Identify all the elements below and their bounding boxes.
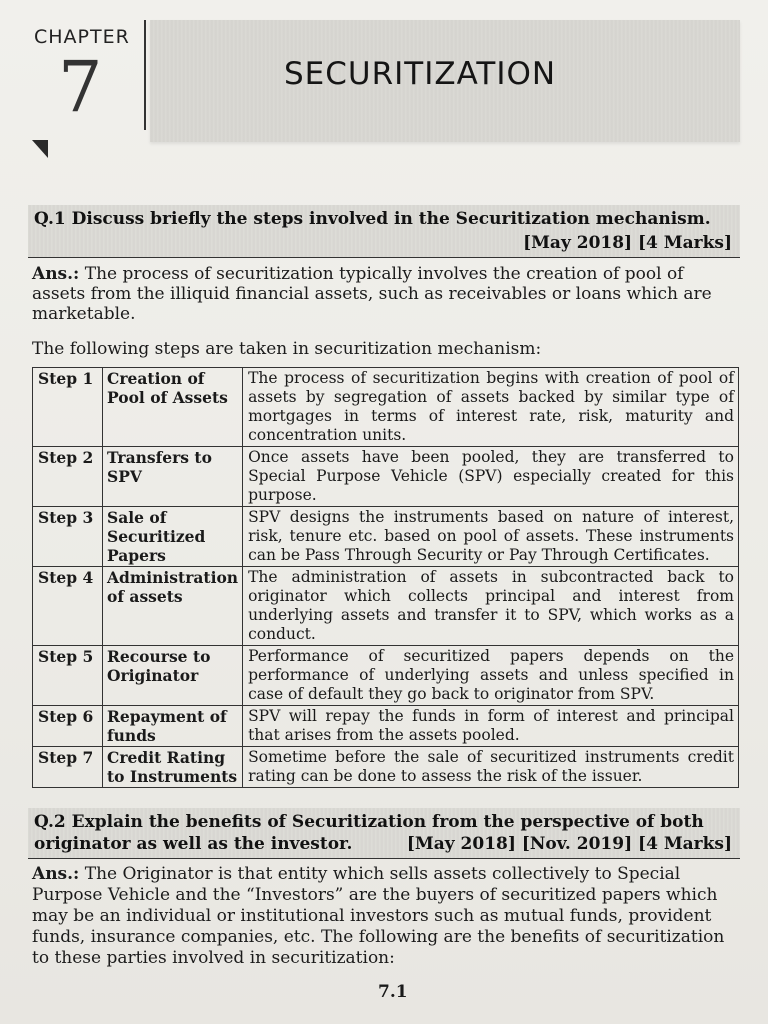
step-number: Step 6: [33, 706, 103, 747]
step-row: [33, 507, 739, 567]
step-title: Creation of Pool of Assets: [103, 368, 243, 447]
step-number: Step 7: [33, 747, 103, 788]
question-1-header: [28, 205, 740, 258]
answer-2-paragraph: [32, 864, 737, 969]
question-2-text-line-2: originator as well as the investor.: [34, 834, 353, 854]
step-description: Once assets have been pooled, they are transferred to Special Purpose Vehicle (SPV) especially created for this purpose.: [243, 447, 739, 507]
answer-1-line-3: marketable.: [32, 304, 136, 324]
chapter-marker: [28, 12, 153, 152]
answer-2-line-2: Purpose Vehicle and the “Investors” are the buyers of securitized papers which: [32, 885, 718, 905]
step-number: Step 5: [33, 646, 103, 706]
step-description: The process of securitization begins with creation of pool of assets by segregation of assets backed by similar type of mortgages in terms of interest rate, risk, maturity and concentration units.: [243, 368, 739, 447]
chapter-title: SECURITIZATION: [284, 56, 557, 92]
steps-table: [32, 367, 739, 788]
chapter-arrow-icon: [32, 140, 48, 158]
steps-intro: The following steps are taken in securitization mechanism:: [32, 339, 542, 359]
answer-2-label: Ans.:: [32, 864, 80, 884]
step-description: SPV will repay the funds in form of interest and principal that arises from the assets pooled.: [243, 706, 739, 747]
question-2-text-line-1: Q.2 Explain the benefits of Securitization from the perspective of both: [34, 812, 704, 832]
step-row: [33, 567, 739, 646]
step-title: Credit Rating to Instruments: [103, 747, 243, 788]
page-number: 7.1: [378, 982, 408, 1002]
step-number: Step 3: [33, 507, 103, 567]
step-title: Sale of Securitized Papers: [103, 507, 243, 567]
step-description: Sometime before the sale of securitized instruments credit rating can be done to assess the risk of the issuer.: [243, 747, 739, 788]
answer-2-line-3: may be an individual or institutional investors such as mutual funds, provident: [32, 906, 712, 926]
answer-2-line-1: The Originator is that entity which sells assets collectively to Special: [79, 864, 681, 884]
step-description: Performance of securitized papers depends on the performance of underlying assets and unless specified in case of default they go back to originator from SPV.: [243, 646, 739, 706]
question-1-marks: [May 2018] [4 Marks]: [523, 233, 732, 253]
answer-1-line-2: assets from the illiquid financial assets, such as receivables or loans which are: [32, 284, 712, 304]
answer-2-line-4: funds, insurance companies, etc. The following are the benefits of securitization: [32, 927, 725, 947]
answer-2-line-5: to these parties involved in securitization:: [32, 948, 395, 968]
step-title: Administration of assets: [103, 567, 243, 646]
question-1-text: Q.1 Discuss briefly the steps involved in the Securitization mechanism.: [34, 209, 711, 229]
step-title: Repayment of funds: [103, 706, 243, 747]
step-title: Transfers to SPV: [103, 447, 243, 507]
question-2-header: [28, 808, 740, 859]
step-row: [33, 747, 739, 788]
step-row: [33, 646, 739, 706]
answer-1-line-1: The process of securitization typically involves the creation of pool of: [79, 264, 684, 284]
step-number: Step 2: [33, 447, 103, 507]
chapter-number: 7: [58, 46, 103, 128]
step-number: Step 1: [33, 368, 103, 447]
answer-1-label: Ans.:: [32, 264, 80, 284]
step-description: SPV designs the instruments based on nature of interest, risk, tenure etc. based on pool of assets. These instruments can be Pass Through Security or Pay Through Certificates.: [243, 507, 739, 567]
answer-1-paragraph: [32, 264, 737, 324]
question-2-marks: [May 2018] [Nov. 2019] [4 Marks]: [406, 834, 732, 854]
step-row: [33, 368, 739, 447]
step-row: [33, 706, 739, 747]
step-title: Recourse to Originator: [103, 646, 243, 706]
step-number: Step 4: [33, 567, 103, 646]
step-description: The administration of assets in subcontracted back to originator which collects principal and interest from underlying assets and transfer it to SPV, which works as a conduct.: [243, 567, 739, 646]
chapter-label: CHAPTER: [34, 26, 130, 48]
step-row: [33, 447, 739, 507]
chapter-divider: [144, 20, 146, 130]
